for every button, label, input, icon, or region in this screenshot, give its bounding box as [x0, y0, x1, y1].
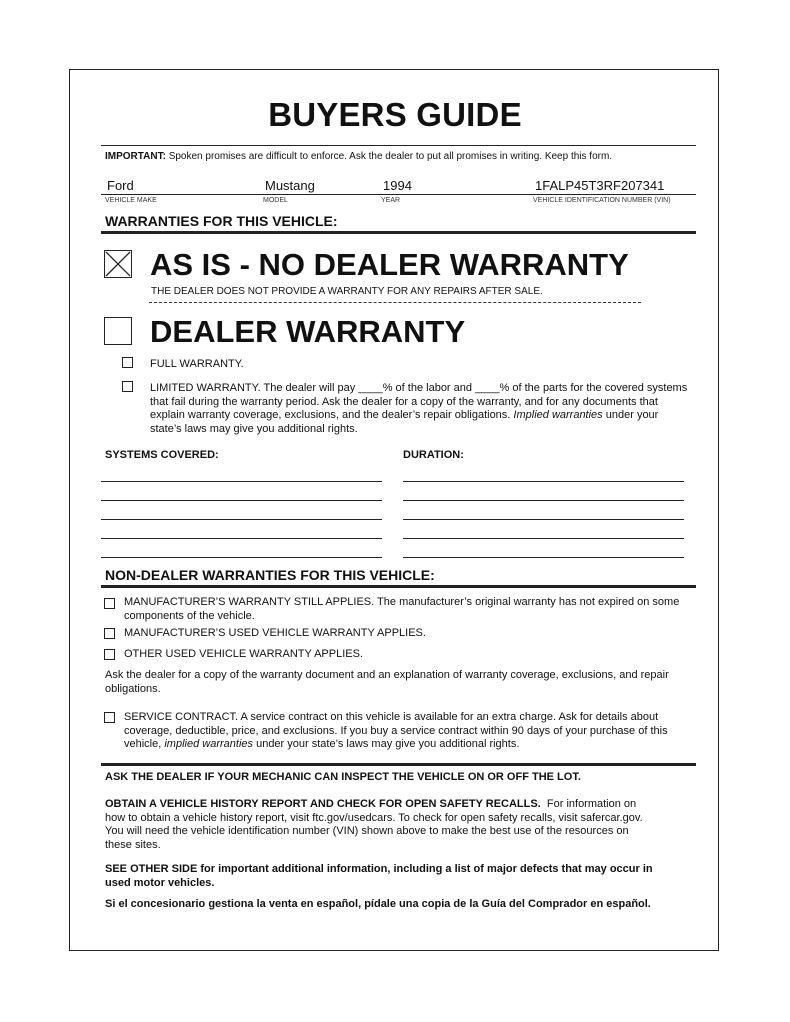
systems-covered-field[interactable] — [101, 500, 382, 501]
systems-covered-field[interactable] — [101, 538, 382, 539]
vehicle-year: 1994 — [383, 178, 412, 193]
duration-field[interactable] — [403, 500, 684, 501]
history-report-text: OBTAIN A VEHICLE HISTORY REPORT AND CHECK FOR OPEN SAFETY RECALLS. For information on how to obtain a vehicle history report, visit ftc.gov/usedcars. To check for open safety recalls, visit safercar.gov. You will need the vehicle identification number (VIN) shown above to make the best use of the resources on these sites. — [105, 798, 643, 851]
important-notice — [105, 151, 612, 162]
dealer-warranty-checkbox[interactable] — [104, 317, 132, 345]
limited-warranty-text — [150, 382, 695, 436]
duration-field[interactable] — [403, 519, 684, 520]
section-rule — [101, 763, 696, 766]
limited-warranty-line: explain warranty coverage, exclusions, and the dealer’s repair obligations. Implied warranties under your — [150, 409, 659, 421]
duration-field[interactable] — [403, 538, 684, 539]
manufacturer-used-warranty-label: MANUFACTURER’S USED VEHICLE WARRANTY APPLIES. — [124, 627, 426, 639]
duration-label: DURATION: — [403, 449, 464, 461]
systems-covered-field[interactable] — [101, 557, 382, 558]
divider — [101, 145, 696, 146]
manufacturer-warranty-text: MANUFACTURER’S WARRANTY STILL APPLIES. The manufacturer’s original warranty has not expired on some components of the vehicle. — [124, 596, 680, 622]
inspect-notice: ASK THE DEALER IF YOUR MECHANIC CAN INSPECT THE VEHICLE ON OR OFF THE LOT. — [105, 771, 581, 783]
vehicle-model-caption: MODEL — [263, 197, 288, 204]
vehicle-make-caption: VEHICLE MAKE — [105, 197, 157, 204]
service-contract-checkbox[interactable] — [104, 712, 115, 723]
vehicle-year-caption: YEAR — [381, 197, 401, 204]
as-is-subtitle: THE DEALER DOES NOT PROVIDE A WARRANTY FOR ANY REPAIRS AFTER SALE. — [151, 286, 543, 297]
vehicle-model: Mustang — [265, 178, 315, 193]
duration-field[interactable] — [403, 481, 684, 482]
vehicle-info-line — [101, 194, 696, 195]
non-dealer-header: NON-DEALER WARRANTIES FOR THIS VEHICLE: — [105, 567, 435, 583]
limited-warranty-checkbox[interactable] — [122, 381, 133, 392]
vehicle-make: Ford — [107, 178, 134, 193]
systems-covered-label: SYSTEMS COVERED: — [105, 449, 219, 461]
service-contract-text: SERVICE CONTRACT. A service contract on this vehicle is available for an extra charge. Ask for details about coverage, deductible, price, and exclusions. If you buy a service contract within 90 days of your purchase of this vehicle, implied warranties under your state’s laws may give you additional rights. — [124, 711, 668, 750]
limited-warranty-line: that fail during the warranty period. Ask the dealer for a copy of the warranty, and for any documents that — [150, 395, 658, 408]
other-used-warranty-label: OTHER USED VEHICLE WARRANTY APPLIES. — [124, 648, 364, 660]
checked-x-icon — [105, 251, 131, 277]
page-title: BUYERS GUIDE — [268, 96, 522, 133]
dashed-separator — [149, 302, 641, 303]
important-text: Spoken promises are difficult to enforce. Ask the dealer to put all promises in writing. Keep this form. — [168, 151, 613, 162]
spanish-notice: Si el concesionario gestiona la venta en español, pídale una copia de la Guía del Comprador en español. — [105, 898, 651, 910]
see-other-side-text: SEE OTHER SIDE for important additional information, including a list of major defects that may occur in used motor vehicles. — [105, 863, 653, 889]
important-label: IMPORTANT: — [105, 151, 166, 162]
full-warranty-label: FULL WARRANTY. — [150, 358, 244, 370]
vehicle-vin-caption: VEHICLE IDENTIFICATION NUMBER (VIN) — [533, 197, 671, 204]
systems-covered-field[interactable] — [101, 481, 382, 482]
systems-covered-field[interactable] — [101, 519, 382, 520]
full-warranty-checkbox[interactable] — [122, 357, 133, 368]
other-used-warranty-checkbox[interactable] — [104, 649, 115, 660]
as-is-title: AS IS - NO DEALER WARRANTY — [150, 247, 629, 282]
duration-field[interactable] — [403, 557, 684, 558]
limited-warranty-line: state’s laws may give you additional rights. — [150, 422, 358, 435]
manufacturer-used-warranty-checkbox[interactable] — [104, 628, 115, 639]
vehicle-vin: 1FALP45T3RF207341 — [535, 178, 665, 193]
limited-warranty-line: LIMITED WARRANTY. The dealer will pay ____% of the labor and ____% of the parts for the covered systems — [150, 382, 688, 394]
warranties-header-rule — [101, 231, 696, 234]
ask-warranty-copy-text: Ask the dealer for a copy of the warranty document and an explanation of warranty coverage, exclusions, and repair obligations. — [105, 669, 669, 695]
dealer-warranty-title: DEALER WARRANTY — [150, 314, 466, 349]
as-is-checkbox[interactable] — [104, 250, 132, 278]
warranties-header: WARRANTIES FOR THIS VEHICLE: — [105, 213, 338, 229]
manufacturer-warranty-checkbox[interactable] — [104, 598, 115, 609]
non-dealer-header-rule — [101, 585, 696, 588]
